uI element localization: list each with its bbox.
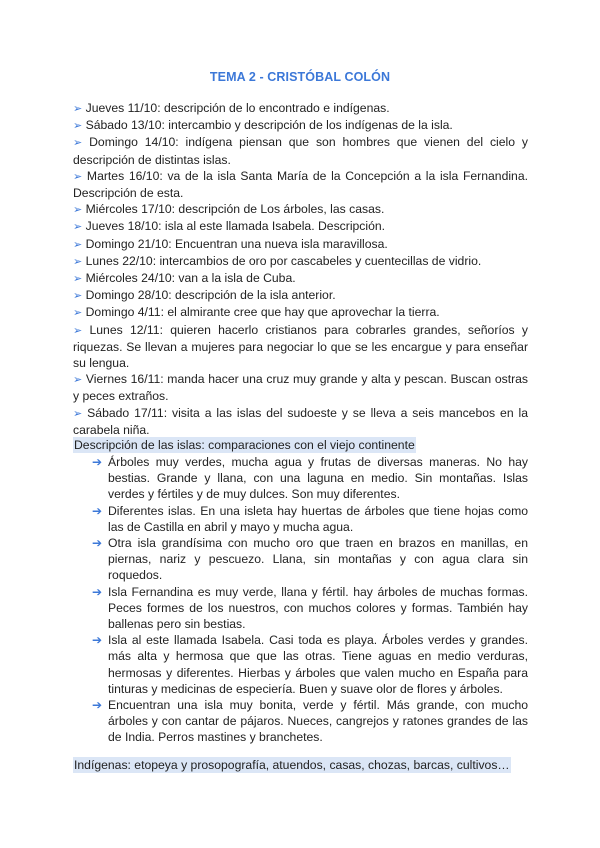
chronology-item-text: Domingo 14/10: indígena piensan que son hombres que vienen del cielo y descripción de distintas islas. (73, 135, 528, 167)
chronology-item-text: Sábado 17/11: visita a las islas del sudoeste y se lleva a seis mancebos en la carabela niña. (73, 405, 529, 437)
chronology-item (73, 201, 528, 218)
arrow-bullet-icon: ➢ (73, 407, 83, 420)
arrow-bullet-icon: ➢ (73, 255, 83, 268)
chronology-item-text: Miércoles 24/10: van a la isla de Cuba. (85, 271, 296, 286)
arrow-bullet-icon: ➢ (73, 324, 83, 337)
chronology-item (73, 253, 528, 270)
island-item-text: Diferentes islas. En una isleta hay huertas de árboles que tiene hojas como las de Castilla en abril y mayo y mucha agua. (108, 503, 528, 534)
island-item (92, 535, 528, 584)
arrow-right-icon: ➔ (92, 455, 103, 469)
indigenas-section-heading: Indígenas: etopeya y prosopografía, atuendos, casas, chozas, barcas, cultivos… (74, 758, 510, 772)
island-item (92, 454, 528, 503)
arrow-right-icon: ➔ (92, 536, 103, 551)
chronology-item (73, 218, 528, 235)
chronology-item (73, 134, 528, 167)
arrow-bullet-icon: ➢ (73, 307, 83, 320)
island-item (92, 697, 528, 746)
arrow-right-icon: ➔ (92, 584, 103, 599)
island-item-text: Isla al este llamada Isabela. Casi toda es playa. Árboles verdes y grandes. más alta y hermosa que que las otras. Tiene aguas en medio verduras, hermosas y diferentes. Hierbas y árboles que valen mucho en España para tinturas y medicinas de especiería. Buen y suave olor de flores y árboles. (108, 633, 528, 696)
chronology-list (73, 100, 528, 438)
chronology-item (73, 236, 528, 253)
chronology-item (73, 168, 528, 201)
arrow-bullet-icon: ➢ (73, 238, 83, 251)
chronology-item (73, 287, 528, 304)
arrow-bullet-icon: ➢ (73, 120, 83, 133)
arrow-right-icon: ➔ (92, 633, 103, 648)
arrow-bullet-icon: ➢ (73, 204, 83, 217)
chronology-item (73, 117, 528, 134)
islands-list (92, 454, 528, 746)
island-item-text: Encuentran una isla muy bonita, verde y fértil. Más grande, con mucho árboles y con cantar de pájaros. Nueces, cangrejos y ratones grandes de las de India. Perros mastines y branchetes. (108, 698, 528, 745)
island-item (92, 503, 528, 535)
chronology-item-text: Domingo 4/11: el almirante cree que hay que aprovechar la tierra. (85, 305, 440, 320)
arrow-bullet-icon: ➢ (73, 273, 83, 286)
arrow-bullet-icon: ➢ (73, 221, 83, 234)
arrow-right-icon: ➔ (92, 503, 103, 518)
chronology-item-text: Domingo 21/10: Encuentran una nueva isla maravillosa. (85, 236, 388, 251)
chronology-item-text: Lunes 22/10: intercambios de oro por cascabeles y cuentecillas de vidrio. (85, 253, 482, 268)
arrow-bullet-icon: ➢ (73, 137, 83, 150)
island-item-text: Otra isla grandísima con mucho oro que traen en brazos en manillas, en piernas, nariz y pescuezo. Llana, sin montañas y con agua clara sin roquedos. (108, 536, 528, 583)
chronology-item-text: Jueves 11/10: descripción de lo encontrado e indígenas. (85, 101, 390, 115)
arrow-bullet-icon: ➢ (73, 290, 83, 303)
island-item-text: Isla Fernandina es muy verde, llana y fértil. hay árboles de muchas formas. Peces formes de los nuestros, con muchos colores y formas. También hay ballenas pero sin bestias. (108, 584, 528, 632)
island-item (92, 632, 528, 697)
chronology-item (73, 304, 528, 321)
arrow-bullet-icon: ➢ (73, 170, 83, 183)
chronology-item-text: Viernes 16/11: manda hacer una cruz muy grande y alta y pescan. Buscan ostras y peces extraños. (73, 372, 529, 404)
chronology-item-text: Lunes 12/11: quieren hacerlo cristianos para cobrarles grandes, señoríos y riquezas. Se llevan a mujeres para negociar lo que se les encargue y para enseñar su lengua. (73, 322, 528, 371)
chronology-item-text: Jueves 18/10: isla al este llamada Isabela. Descripción. (85, 219, 386, 234)
chronology-item (73, 371, 528, 404)
chronology-item (73, 270, 528, 287)
islands-section-heading: Descripción de las islas: comparaciones con el viejo continente (74, 438, 415, 452)
arrow-bullet-icon: ➢ (73, 103, 83, 115)
chronology-item (73, 322, 528, 372)
arrow-right-icon: ➔ (92, 698, 103, 713)
chronology-item (73, 100, 528, 117)
chronology-item-text: Domingo 28/10: descripción de la isla anterior. (85, 288, 336, 303)
chronology-item-text: Miércoles 17/10: descripción de Los árboles, las casas. (85, 202, 385, 217)
arrow-bullet-icon: ➢ (73, 374, 83, 387)
chronology-item-text: Martes 16/10: va de la isla Santa María de la Concepción a la isla Fernandina. Descripción de esta. (73, 168, 528, 201)
chronology-item (73, 405, 528, 438)
island-item-text: Árboles muy verdes, mucha agua y frutas de diversas maneras. No hay bestias. Grande y llana, con una laguna en medio. Sin montañas. Islas verdes y fértiles y de muy dulces. Son muy diferentes. (108, 455, 528, 502)
chronology-item-text: Sábado 13/10: intercambio y descripción de los indígenas de la isla. (85, 118, 453, 133)
island-item (92, 584, 528, 633)
document-title: TEMA 2 - CRISTÓBAL COLÓN (209, 70, 391, 84)
